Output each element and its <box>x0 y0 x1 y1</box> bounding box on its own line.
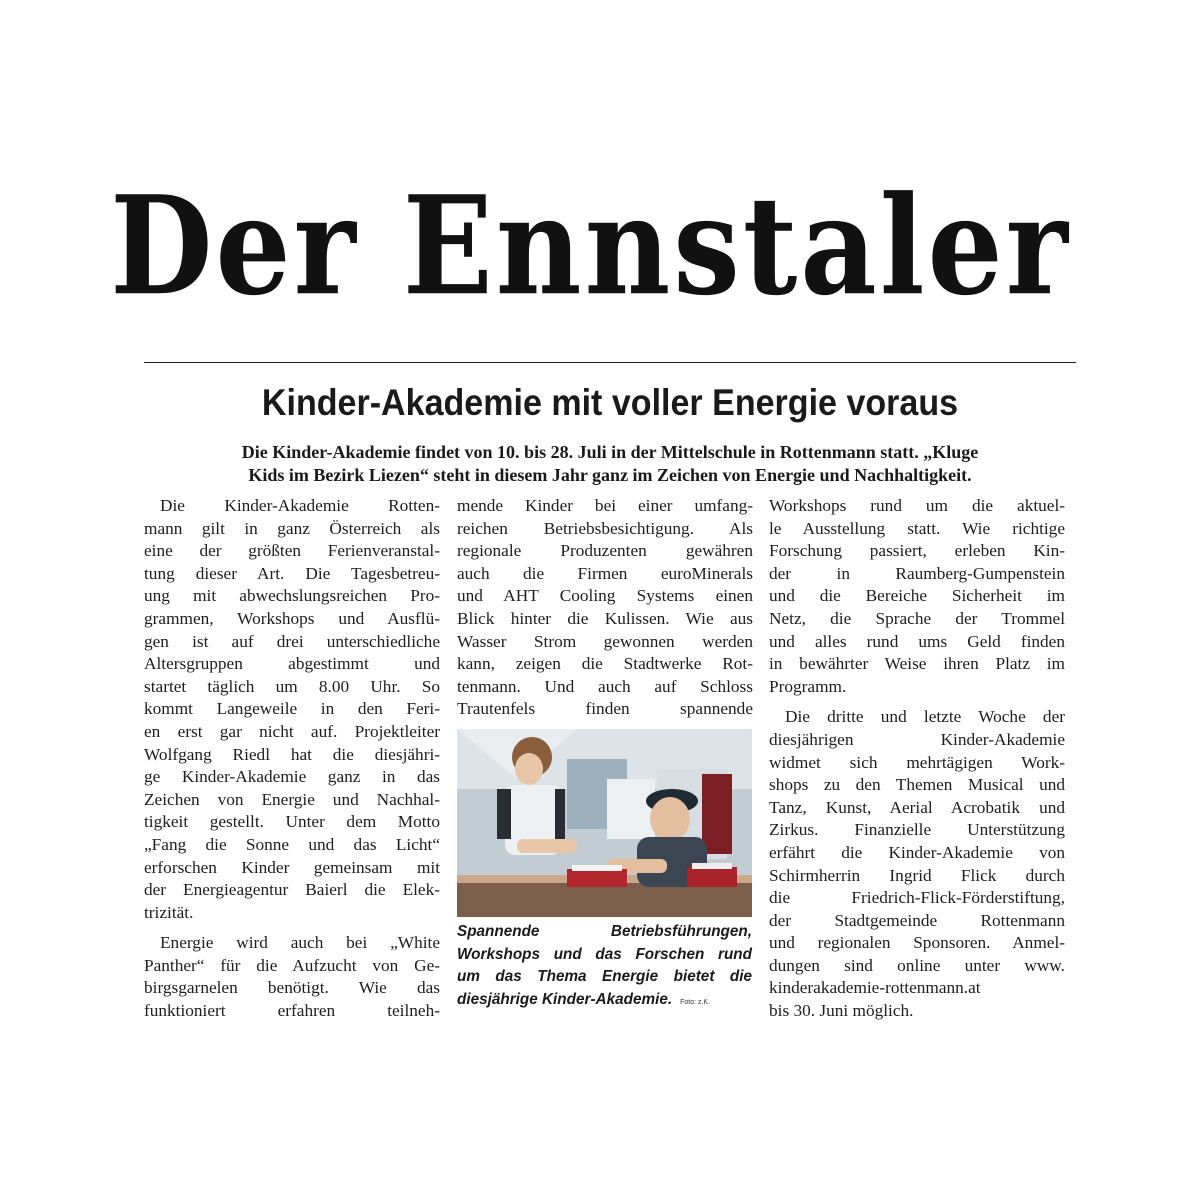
body-line: tung dieser Art. Die Tagesbetreu- <box>144 563 440 583</box>
body-line: kann, zeigen die Stadtwerke Rot- <box>457 654 753 674</box>
body-line: Altersgruppen abgestimmt und <box>144 654 440 674</box>
body-line: funktioniert erfahren teilneh- <box>144 1001 440 1021</box>
body-line: trizität. <box>144 902 194 922</box>
masthead <box>0 150 1181 340</box>
body-line: und AHT Cooling Systems einen <box>457 586 753 606</box>
body-line: der Energieagentur Baierl die Elek- <box>144 880 440 900</box>
body-line: und die Bereiche Sicherheit im <box>769 586 1065 606</box>
body-line: bis 30. Juni möglich. <box>769 1001 914 1021</box>
body-line: eine der größten Ferienveranstal- <box>144 541 440 561</box>
body-line: Trautenfels finden spannende <box>457 699 753 719</box>
body-line: und regionalen Sponsoren. Anmel- <box>769 933 1065 953</box>
body-line: Wolfgang Riedl hat die diesjähri- <box>144 744 440 764</box>
body-line: Programm. <box>769 676 847 696</box>
body-line: Netz, die Sprache der Trommel <box>769 608 1065 628</box>
body-line: Zeichen von Energie und Nachhal- <box>144 789 440 809</box>
body-line: tigkeit gestellt. Unter dem Motto <box>144 812 440 832</box>
article-photo <box>457 729 752 917</box>
body-line: reichen Betriebsbesichtigung. Als <box>457 518 753 538</box>
body-line: Forschung passiert, erleben Kin- <box>769 541 1065 561</box>
body-line: Schirmherrin Ingrid Flick durch <box>769 865 1065 885</box>
body-line: diesjährigen Kinder-Akademie <box>769 729 1065 749</box>
body-line: Zirkus. Finanzielle Unterstützung <box>769 820 1065 840</box>
masthead-title: Der Ennstaler <box>110 165 1071 325</box>
body-line: grammen, Workshops und Ausflü- <box>144 608 440 628</box>
article-column-1 <box>144 495 440 1023</box>
body-line: dungen sind online unter www. <box>769 955 1065 975</box>
body-line: Wasser Strom gewonnen werden <box>457 631 753 651</box>
body-line: birgsgarnelen benötigt. Wie das <box>144 978 440 998</box>
lead-line: Die Kinder-Akademie findet von 10. bis 28. Juli in der Mittelschule in Rottenmann statt. „Kluge <box>241 442 979 462</box>
body-line: le Ausstellung statt. Wie richtige <box>769 518 1065 538</box>
body-line: tenmann. Und auch auf Schloss <box>457 676 753 696</box>
article-headline: Kinder-Akademie mit voller Energie voraus <box>261 382 959 423</box>
body-line: in bewährter Weise ihren Platz im <box>769 654 1065 674</box>
photo-caption <box>457 921 752 1014</box>
body-line: shops zu den Themen Musical und <box>769 775 1065 795</box>
body-line: Panther“ für die Aufzucht von Ge- <box>144 955 440 975</box>
body-line: die Friedrich-Flick-Förderstiftung, <box>769 888 1065 908</box>
body-line: regionale Produzenten gewähren <box>457 541 753 561</box>
photo-credit: Foto: z.K. <box>680 998 711 1006</box>
body-line: Die Kinder-Akademie Rotten- <box>160 496 440 515</box>
body-line: Tanz, Kunst, Aerial Acrobatik und <box>769 797 1065 817</box>
body-line: und alles rund ums Geld finden <box>769 631 1065 651</box>
body-line: erfährt die Kinder-Akademie von <box>769 842 1065 862</box>
article-column-2 <box>457 495 753 721</box>
body-line: ung mit abwechslungsreichen Pro- <box>144 586 440 606</box>
body-line: der Stadtgemeinde Rottenmann <box>769 910 1065 930</box>
body-line: kommt Langeweile in den Feri- <box>144 699 440 719</box>
body-line: en erst gar nicht auf. Projektleiter <box>144 721 440 741</box>
caption-line: um das Thema Energie bietet die <box>457 968 752 986</box>
lead-line: Kids im Bezirk Liezen“ steht in diesem Jahr ganz im Zeichen von Energie und Nachhaltigkeit. <box>248 465 972 485</box>
body-line: gen ist auf drei unterschiedliche <box>144 631 440 651</box>
body-line: Die dritte und letzte Woche der <box>785 707 1065 727</box>
body-line: Blick hinter die Kulissen. Wie aus <box>457 608 753 628</box>
caption-line: Workshops und das Forschen rund <box>457 945 752 963</box>
caption-line: Spannende Betriebsführungen, <box>457 923 752 940</box>
body-line: ge Kinder-Akademie ganz in das <box>144 767 440 787</box>
body-line: Energie wird auch bei „White <box>160 933 440 953</box>
body-line: erforschen Kinder gemeinsam mit <box>144 857 440 877</box>
caption-line: diesjährige Kinder-Akademie. <box>457 990 673 1008</box>
body-line: auch die Firmen euroMinerals <box>457 563 753 583</box>
body-line: der in Raumberg-Gumpenstein <box>769 563 1065 583</box>
article-lead <box>144 441 1076 487</box>
body-line: mann gilt in ganz Österreich als <box>144 518 440 538</box>
body-line: Workshops rund um die aktuel- <box>769 496 1065 515</box>
masthead-rule <box>144 362 1076 363</box>
body-line: widmet sich mehrtägigen Work- <box>769 752 1065 772</box>
body-line: mende Kinder bei einer umfang- <box>457 496 753 515</box>
body-line: kinderakademie-rottenmann.at <box>769 978 981 998</box>
article-column-3 <box>769 495 1065 1023</box>
body-line: startet täglich um 8.00 Uhr. So <box>144 676 440 696</box>
body-line: „Fang die Sonne und das Licht“ <box>144 834 440 854</box>
